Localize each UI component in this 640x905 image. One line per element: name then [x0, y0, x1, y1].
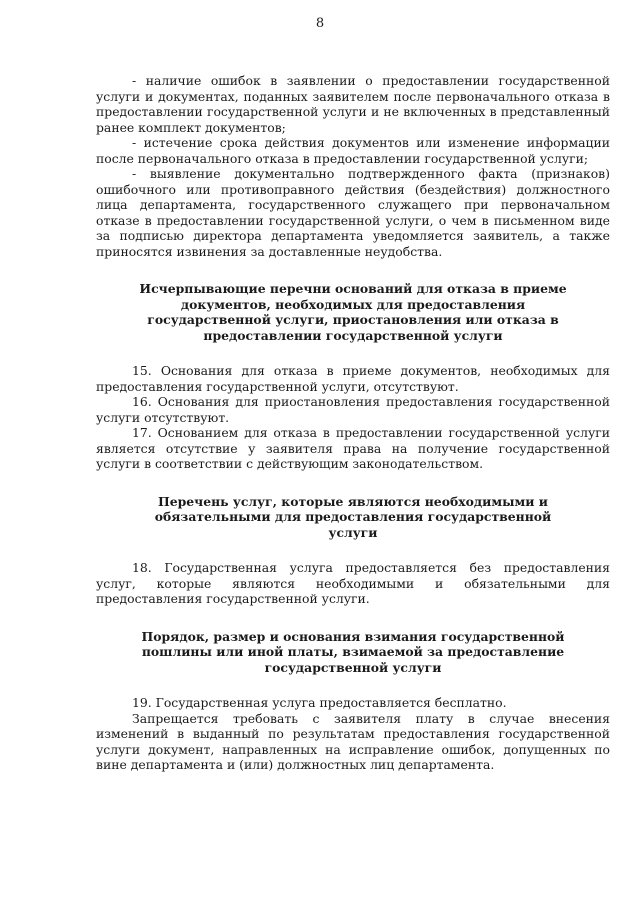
section-heading-fees: Порядок, размер и основания взимания государственной пошлины или иной платы, взимаемой за предоставление государственной услуги — [141, 628, 565, 675]
document-body — [96, 73, 610, 773]
paragraph-document-expiry: - истечение срока действия документов или изменение информации после первоначального отказа в предоставлении государственной услуги; — [96, 135, 610, 166]
paragraph-18: 18. Государственная услуга предоставляется без предоставления услуг, которые являются необходимыми и обязательными для предоставления государственной услуги. — [96, 560, 610, 606]
page-number: 8 — [315, 16, 325, 31]
paragraph-15: 15. Основания для отказа в приеме документов, необходимых для предоставления государственной услуги, отсутствуют. — [96, 363, 610, 394]
paragraph-official-error: - выявление документально подтвержденного факта (признаков) ошибочного или противоправного действия (бездействия) должностного лица департамента, государственного служащего при первоначальном отказе в предоставлении государственной услуги, о чем в письменном виде за подписью директора департамента уведомляется заявитель, а также приносятся извинения за доставленные неудобства. — [96, 166, 610, 259]
section-heading-refusal-grounds: Исчерпывающие перечни оснований для отказа в приеме документов, необходимых для предоставления государственной услуги, приостановления или отказа в предоставлении государственной услуги — [139, 281, 567, 343]
paragraph-19: 19. Государственная услуга предоставляется бесплатно. — [132, 695, 507, 710]
paragraph-no-fee-for-corrections: Запрещается требовать с заявителя плату в случае внесения изменений в выданный по результатам предоставления государственной услуги документ, направленных на исправление ошибок, допущенных по вине департамента и (или) должностных лиц департамента. — [96, 710, 610, 772]
section-heading-required-services: Перечень услуг, которые являются необходимыми и обязательными для предоставления государственной услуги — [154, 493, 552, 540]
paragraph-16: 16. Основания для приостановления предоставления государственной услуги отсутствуют. — [96, 394, 610, 425]
paragraph-errors-in-application: - наличие ошибок в заявлении о предоставлении государственной услуги и документах, поданных заявителем после первоначального отказа в предоставлении государственной услуги и не включенных в представленный ранее комплект документов; — [96, 73, 610, 135]
paragraph-17: 17. Основанием для отказа в предоставлении государственной услуги является отсутствие у заявителя права на получение государственной услуги в соответствии с действующим законодательством. — [96, 425, 610, 471]
